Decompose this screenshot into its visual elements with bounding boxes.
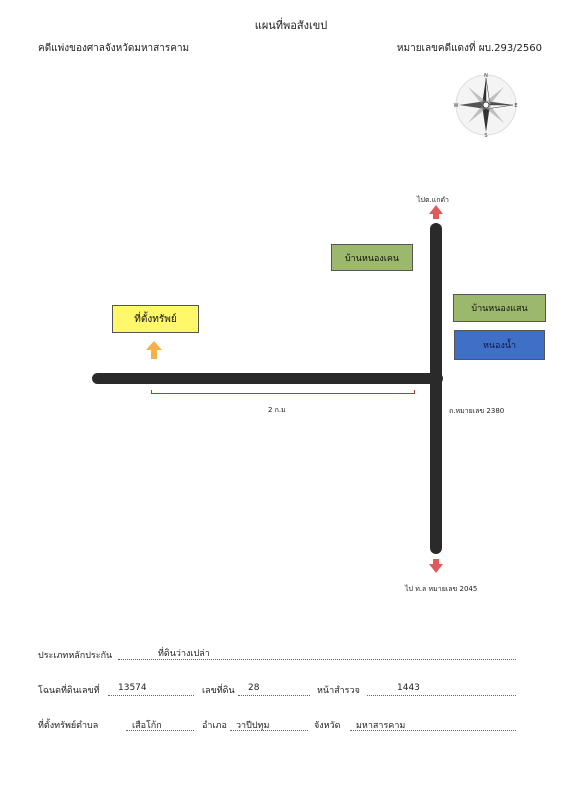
case-number: หมายเลขคดีแดงที่ ผบ.293/2560	[396, 43, 542, 54]
road-number-label: ถ.หมายเลข 2380	[449, 407, 505, 415]
asset-type-label: ประเภทหลักประกัน	[38, 651, 113, 661]
land-no-underline	[238, 694, 310, 696]
province-underline	[350, 729, 516, 731]
compass-n: N	[484, 73, 488, 79]
compass-e: E	[514, 103, 518, 109]
property-arrow-icon	[145, 340, 163, 360]
survey-label: หน้าสำรวจ	[317, 686, 360, 696]
deed-row	[38, 683, 100, 697]
page-title: แผนที่พอสังเขป	[254, 19, 328, 32]
compass-rose-icon	[446, 72, 526, 138]
province-value: มหาสารคาม	[356, 721, 406, 731]
district-value: วาปีปทุม	[236, 721, 270, 731]
distance-label: 2 ก.ม	[268, 406, 286, 414]
survey-underline	[367, 694, 516, 696]
court-name: คดีแพ่งของศาลจังหวัดมหาสารคาม	[38, 43, 190, 54]
village-nong-ken-box: บ้านหนองเคน	[331, 244, 413, 271]
asset-type-value: ที่ดินว่างเปล่า	[158, 649, 210, 659]
subdistrict-underline	[126, 729, 194, 731]
compass-w: W	[453, 103, 459, 109]
deed-label: โฉนดที่ดินเลขที่	[38, 686, 100, 696]
land-no-label: เลขที่ดิน	[202, 686, 235, 696]
compass-s: S	[484, 133, 488, 138]
deed-underline	[108, 694, 194, 696]
district-underline	[230, 729, 308, 731]
road-vertical	[430, 223, 442, 554]
survey-value: 1443	[397, 683, 420, 693]
village-nong-saen-box: บ้านหนองแสน	[453, 294, 546, 322]
land-no-value: 28	[248, 683, 260, 693]
deed-value: 13574	[118, 683, 147, 693]
asset-type-underline	[118, 658, 516, 660]
subdistrict-label: ที่ตั้งทรัพย์ตำบล	[38, 721, 99, 731]
subdistrict-value: เสือโก้ก	[132, 721, 162, 731]
province-label: จังหวัด	[314, 721, 341, 731]
district-label: อำเภอ	[202, 721, 227, 731]
location-row	[38, 718, 98, 732]
distance-marker	[151, 390, 415, 394]
pond-box: หนองน้ำ	[454, 330, 545, 360]
north-road-label: ไปต.แกดำ	[417, 196, 449, 204]
south-arrow-icon	[428, 558, 444, 574]
south-road-label: ไป ท.ล หมายเลข 2045	[405, 585, 478, 593]
property-location-box: ที่ตั้งทรัพย์	[112, 305, 199, 333]
north-arrow-icon	[428, 204, 444, 220]
asset-type-row	[38, 648, 112, 662]
road-horizontal	[92, 373, 443, 384]
